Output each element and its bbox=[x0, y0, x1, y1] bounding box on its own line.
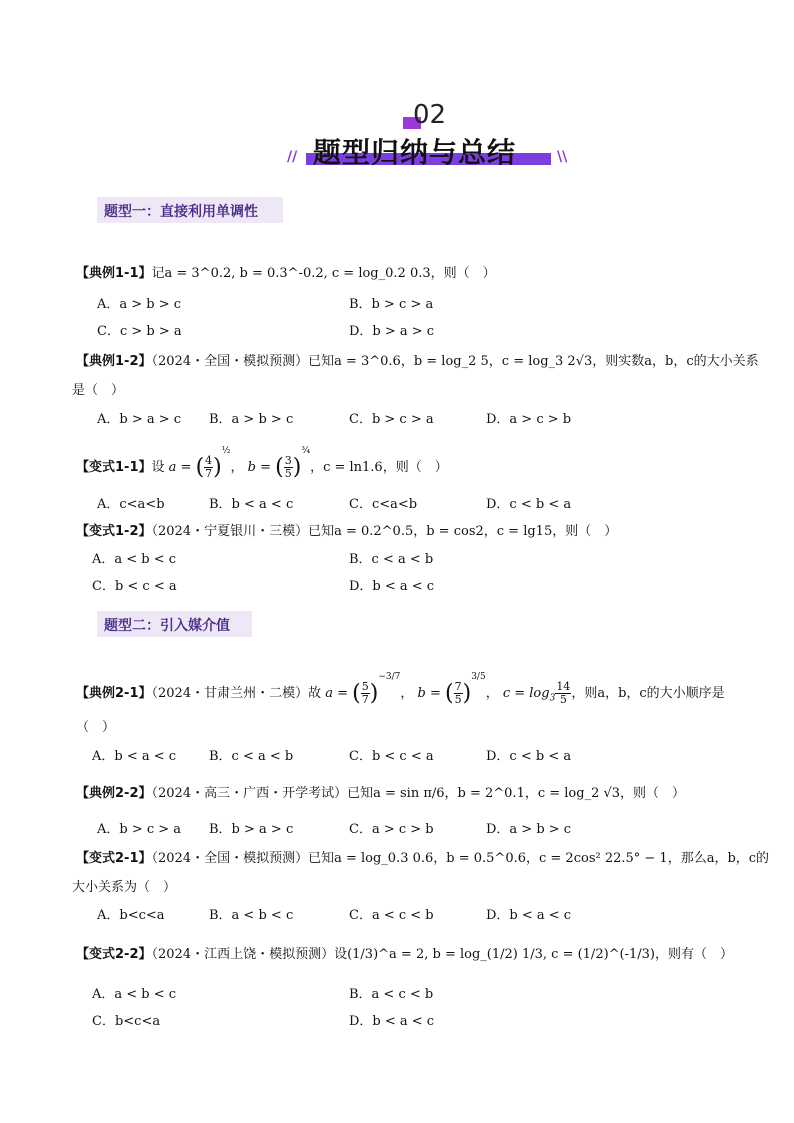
question-stem: 记a = 3^0.2, b = 0.3^-0.2, c = log_0.2 0.3，则（ ） bbox=[151, 266, 496, 281]
fraction: $\frac{4}{7}$ bbox=[205, 454, 213, 480]
option-b: B．c < a < b bbox=[209, 749, 294, 764]
option-c: C．b < c < a bbox=[349, 749, 434, 764]
section-2-title: 题型二：引入媒介值 bbox=[104, 618, 230, 634]
question-stem-continued: 大小关系为（ ） bbox=[72, 880, 177, 895]
question-tag: 【变式2-1】 bbox=[76, 851, 152, 866]
left-slash-decoration: // bbox=[287, 149, 298, 165]
option-d: D．a > c > b bbox=[486, 412, 572, 427]
header-number: 02 bbox=[413, 100, 447, 130]
option-c: C．c > b > a bbox=[97, 324, 182, 339]
question-tag: 【典例2-2】 bbox=[76, 786, 152, 801]
option-c: C．b<c<a bbox=[92, 1014, 161, 1029]
variant-1-2 bbox=[76, 520, 617, 539]
option-b: B．b > c > a bbox=[349, 297, 434, 312]
question-stem: （2024・全国・模拟预测）已知a = log_0.3 0.6，b = 0.5^0.6，c = 2cos² 22.5° − 1，那么a，b，c的 bbox=[151, 851, 770, 866]
question-stem-suffix: ，则a，b，c的大小顺序是 bbox=[571, 686, 725, 701]
option-a: A．a < b < c bbox=[92, 987, 177, 1002]
option-c: C．b < c < a bbox=[92, 579, 177, 594]
question-stem-suffix: ，c = ln1.6，则（ ） bbox=[310, 460, 448, 475]
variant-1-1: 【变式1-1】设 a = ( $\frac{4}{7}$ )$^{\frac{1}{2}}$， b = ( $\frac{3}{5}$ )$^{\frac{3}{4}}$，c = ln1.6，则（ ） bbox=[76, 446, 448, 480]
option-a: A．c<a<b bbox=[97, 497, 165, 512]
option-a: A．b<c<a bbox=[97, 908, 165, 923]
option-b: B．b > a > c bbox=[209, 822, 294, 837]
page-title: 题型归纳与总结 bbox=[313, 136, 517, 169]
question-stem: （2024・江西上饶・模拟预测）设(1/3)^a = 2, b = log_(1/2) 1/3, c = (1/2)^(-1/3)，则有（ ） bbox=[151, 947, 734, 962]
option-d: D．b > a > c bbox=[349, 324, 435, 339]
question-stem-continued: （ ） bbox=[76, 720, 116, 735]
option-b: B．a < b < c bbox=[209, 908, 294, 923]
right-slash-decoration: \\ bbox=[557, 149, 568, 165]
question-stem-prefix: 设 bbox=[151, 460, 165, 475]
question-tag: 【变式2-2】 bbox=[76, 947, 152, 962]
formula-b: b = bbox=[247, 460, 271, 475]
question-tag: 【变式1-2】 bbox=[76, 524, 152, 539]
question-stem-prefix: （2024・甘肃兰州・二模）故 bbox=[151, 686, 322, 701]
variant-2-1 bbox=[76, 847, 769, 866]
question-2-2 bbox=[76, 782, 685, 801]
option-d: D．b < a < c bbox=[349, 579, 435, 594]
option-c: C．a > c > b bbox=[349, 822, 434, 837]
option-a: A．b > c > a bbox=[97, 822, 182, 837]
formula-a: a = bbox=[168, 460, 192, 475]
option-d: D．b < a < c bbox=[486, 908, 572, 923]
question-stem: （2024・宁夏银川・三模）已知a = 0.2^0.5，b = cos2，c = lg15，则（ ） bbox=[151, 524, 618, 539]
option-b: B．c < a < b bbox=[349, 552, 434, 567]
option-d: D．c < b < a bbox=[486, 749, 572, 764]
option-a: A．a > b > c bbox=[97, 297, 182, 312]
option-d: D．b < a < c bbox=[349, 1014, 435, 1029]
option-a: A．b < a < c bbox=[92, 749, 177, 764]
question-stem-continued: 是（ ） bbox=[72, 383, 125, 398]
question-tag: 【典例1-1】 bbox=[76, 266, 152, 281]
option-c: C．a < c < b bbox=[349, 908, 434, 923]
option-c: C．c<a<b bbox=[349, 497, 418, 512]
option-b: B．b < a < c bbox=[209, 497, 294, 512]
fraction: $\frac{14}{5}$ bbox=[556, 680, 571, 706]
question-tag: 【典例1-2】 bbox=[76, 354, 152, 369]
question-stem: （2024・高三・广西・开学考试）已知a = sin π/6，b = 2^0.1，c = log_2 √3，则（ ） bbox=[151, 786, 686, 801]
option-d: D．a > b > c bbox=[486, 822, 572, 837]
question-tag: 【典例2-1】 bbox=[76, 686, 152, 701]
fraction: $\frac{7}{5}$ bbox=[454, 680, 462, 706]
fraction: $\frac{5}{7}$ bbox=[361, 680, 369, 706]
fraction: $\frac{3}{5}$ bbox=[284, 454, 292, 480]
question-2-1: 【典例2-1】（2024・甘肃兰州・二模）故 a = ( $\frac{5}{7}$ )$^{-3/7}$， b = ( $\frac{7}{5}$ )$^{3/5}$， $c = \log_3$ $\frac{14}{5}$ ，则a，b，c的大小顺序是 bbox=[76, 672, 725, 706]
option-b: B．a > b > c bbox=[209, 412, 294, 427]
question-tag: 【变式1-1】 bbox=[76, 460, 152, 475]
option-a: A．b > a > c bbox=[97, 412, 182, 427]
variant-2-2 bbox=[76, 943, 733, 962]
question-1-2 bbox=[76, 350, 759, 369]
option-a: A．a < b < c bbox=[92, 552, 177, 567]
option-d: D．c < b < a bbox=[486, 497, 572, 512]
question-1-1 bbox=[76, 262, 496, 281]
section-1-title: 题型一：直接利用单调性 bbox=[104, 204, 258, 220]
option-c: C．b > c > a bbox=[349, 412, 434, 427]
option-b: B．a < c < b bbox=[349, 987, 434, 1002]
question-stem: （2024・全国・模拟预测）已知a = 3^0.6，b = log_2 5，c = log_3 2√3，则实数a，b，c的大小关系 bbox=[151, 354, 759, 369]
